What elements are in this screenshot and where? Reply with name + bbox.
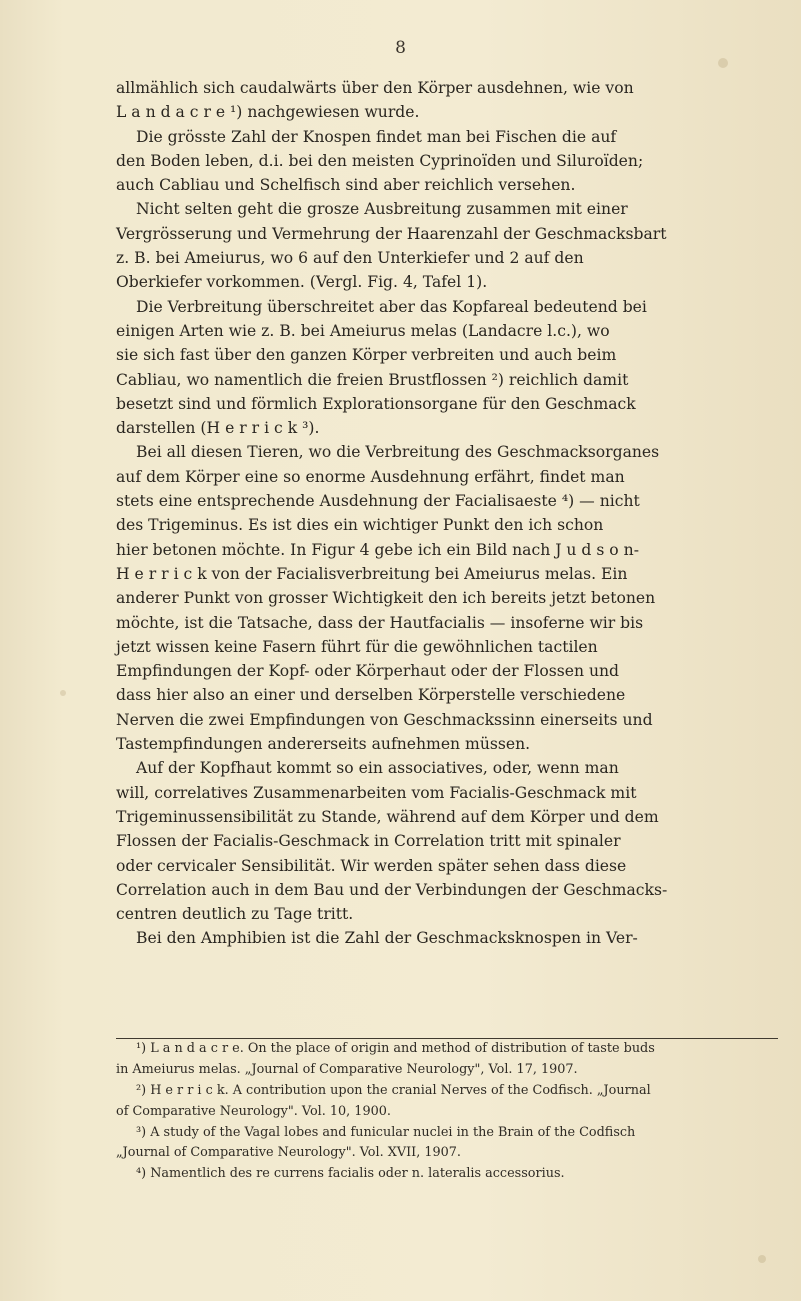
text-line: besetzt sind und förmlich Explorationsorgane für den Geschmack (116, 394, 636, 413)
text-line: des Trigeminus. Es ist dies ein wichtiger Punkt den ich schon (116, 516, 604, 535)
text-line: Auf der Kopfhaut kommt so ein associatives, oder, wenn man (136, 759, 619, 778)
text-line: Trigeminussensibilität zu Stande, während auf dem Körper und dem (116, 807, 659, 826)
text-line: Nicht selten geht die grosze Ausbreitung zusammen mit einer (136, 200, 628, 219)
text-line: Die Verbreitung überschreitet aber das Kopfareal bedeutend bei (136, 297, 647, 316)
text-line: will, correlatives Zusammenarbeiten vom Facialis-Geschmack mit (116, 783, 637, 802)
footnote-line: ³) A study of the Vagal lobes and funicular nuclei in the Brain of the Codfisch (136, 1124, 636, 1140)
body-text (116, 76, 778, 951)
footnotes (116, 1038, 778, 1185)
text-line: z. B. bei Ameiurus, wo 6 auf den Unterkiefer und 2 auf den (116, 249, 584, 268)
paper-stain (60, 690, 66, 696)
text-line: einigen Arten wie z. B. bei Ameiurus melas (Landacre l.c.), wo (116, 321, 610, 340)
text-line: Oberkiefer vorkommen. (Vergl. Fig. 4, Tafel 1). (116, 273, 488, 292)
text-line: jetzt wissen keine Fasern führt für die gewöhnlichen tactilen (116, 637, 598, 656)
text-line: Cabliau, wo namentlich die freien Brustflossen ²) reichlich damit (116, 370, 629, 389)
text-line: Vergrösserung und Vermehrung der Haarenzahl der Geschmacksbart (116, 224, 667, 243)
page-number: 8 (395, 38, 406, 58)
text-line: Flossen der Facialis-Geschmack in Correlation tritt mit spinaler (116, 832, 621, 851)
text-line: dass hier also an einer und derselben Körperstelle verschiedene (116, 686, 626, 705)
footnote-line: ⁴) Namentlich des re currens facialis oder n. lateralis accessorius. (136, 1166, 565, 1182)
text-line: centren deutlich zu Tage tritt. (116, 905, 354, 924)
text-line: anderer Punkt von grosser Wichtigkeit den ich bereits jetzt betonen (116, 589, 656, 608)
text-line: auch Cabliau und Schelfisch sind aber reichlich versehen. (116, 176, 576, 195)
text-line: Bei den Amphibien ist die Zahl der Geschmacksknospen in Ver- (136, 929, 638, 948)
text-line: Bei all diesen Tieren, wo die Verbreitung des Geschmacksorganes (136, 443, 660, 462)
text-line: Die grösste Zahl der Knospen findet man bei Fischen die auf (136, 127, 617, 146)
text-line: L a n d a c r e ¹) nachgewiesen wurde. (116, 103, 420, 122)
footnote-line: in Ameiurus melas. „Journal of Comparative Neurology", Vol. 17, 1907. (116, 1061, 578, 1077)
text-line: oder cervicaler Sensibilität. Wir werden später sehen dass diese (116, 856, 627, 875)
footnote-line: ²) H e r r i c k. A contribution upon the cranial Nerves of the Codfisch. „Journal (136, 1082, 651, 1098)
text-line: Correlation auch in dem Bau und der Verbindungen der Geschmacks- (116, 880, 668, 899)
text-line: Tastempfindungen andererseits aufnehmen müssen. (116, 735, 531, 754)
footnote-line: ¹) L a n d a c r e. On the place of origin and method of distribution of taste buds (136, 1041, 655, 1056)
footnote-line: of Comparative Neurology". Vol. 10, 1900. (116, 1103, 391, 1119)
paper-stain (718, 58, 728, 68)
text-line: H e r r i c k von der Facialisverbreitung bei Ameiurus melas. Ein (116, 564, 628, 583)
text-line: allmählich sich caudalwärts über den Körper ausdehnen, wie von (116, 79, 634, 97)
text-line: hier betonen möchte. In Figur 4 gebe ich ein Bild nach J u d s o n- (116, 540, 639, 559)
text-line: Empfindungen der Kopf- oder Körperhaut oder der Flossen und (116, 662, 620, 681)
text-line: darstellen (H e r r i c k ³). (116, 419, 320, 438)
footnote-line: „Journal of Comparative Neurology". Vol. XVII, 1907. (116, 1145, 461, 1161)
text-line: möchte, ist die Tatsache, dass der Hautfacialis — insoferne wir bis (116, 613, 644, 632)
text-line: sie sich fast über den ganzen Körper verbreiten und auch beim (116, 346, 617, 365)
text-line: Nerven die zwei Empfindungen von Geschmackssinn einerseits und (116, 710, 653, 729)
text-line: den Boden leben, d.i. bei den meisten Cyprinoïden und Siluroïden; (116, 151, 644, 170)
text-line: auf dem Körper eine so enorme Ausdehnung erfährt, findet man (116, 467, 625, 486)
paper-stain (758, 1255, 766, 1263)
text-line: stets eine entsprechende Ausdehnung der Facialisaeste ⁴) — nicht (116, 492, 640, 511)
